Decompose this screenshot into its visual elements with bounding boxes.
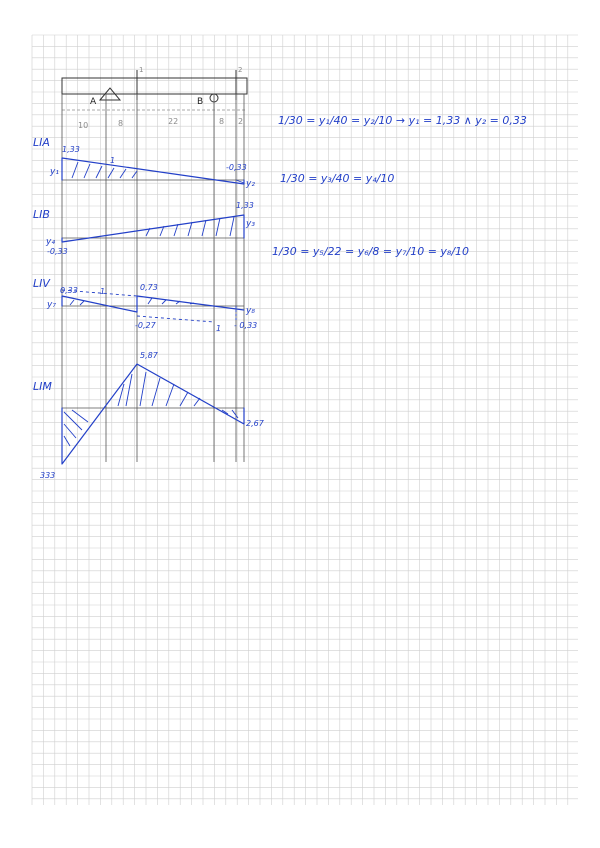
lia-y-right: y₂ bbox=[246, 179, 255, 189]
liv-right-neg-value: - 0,33 bbox=[234, 321, 258, 330]
section-label-2: 2 bbox=[238, 66, 243, 74]
lib-title: LIB bbox=[33, 208, 50, 221]
lim-title: LIM bbox=[33, 380, 52, 393]
lia-left-value: 1,33 bbox=[62, 145, 80, 154]
section-label-1: 1 bbox=[139, 66, 144, 74]
span-length-1: 10 bbox=[78, 121, 89, 130]
lia-right-value: -0,33 bbox=[226, 163, 247, 172]
lia-title: LIA bbox=[33, 136, 50, 149]
support-label-b: B bbox=[197, 97, 204, 107]
equation-2: 1/30 = y₃/40 = y₄/10 bbox=[280, 172, 395, 185]
lim-peak-value: 5,87 bbox=[140, 351, 158, 360]
lib-y-right: y₃ bbox=[246, 219, 255, 229]
span-length-3: 22 bbox=[168, 117, 179, 126]
lia-mid-value: 1 bbox=[110, 156, 116, 165]
liv-y-right: y₈ bbox=[246, 306, 255, 316]
liv-peak-value: 0,73 bbox=[140, 283, 158, 292]
lim-right-value: 2,67 bbox=[246, 419, 264, 428]
liv-left-value: 0,33 bbox=[60, 286, 78, 295]
span-length-2: 8 bbox=[118, 119, 124, 128]
liv-y-left: y₇ bbox=[47, 300, 56, 310]
liv-neg-value: -0,27 bbox=[135, 321, 156, 330]
lib-y-left: y₄ bbox=[46, 237, 55, 247]
support-label-a: A bbox=[90, 97, 97, 107]
lim-left-value: 333 bbox=[40, 471, 56, 480]
span-length-5: 2 bbox=[238, 117, 244, 126]
liv-title: LIV bbox=[33, 277, 50, 290]
lia-y-left: y₁ bbox=[50, 167, 59, 177]
lib-left-value: -0,33 bbox=[47, 247, 68, 256]
span-length-4: 8 bbox=[219, 117, 225, 126]
lib-right-value: 1,33 bbox=[236, 201, 254, 210]
equation-1: 1/30 = y₁/40 = y₂/10 → y₁ = 1,33 ∧ y₂ = 0,33 bbox=[278, 114, 527, 127]
liv-label-1b: 1 bbox=[216, 324, 222, 333]
liv-label-1: 1 bbox=[100, 287, 106, 296]
equation-3: 1/30 = y₅/22 = y₆/8 = y₇/10 = y₈/10 bbox=[272, 245, 470, 258]
